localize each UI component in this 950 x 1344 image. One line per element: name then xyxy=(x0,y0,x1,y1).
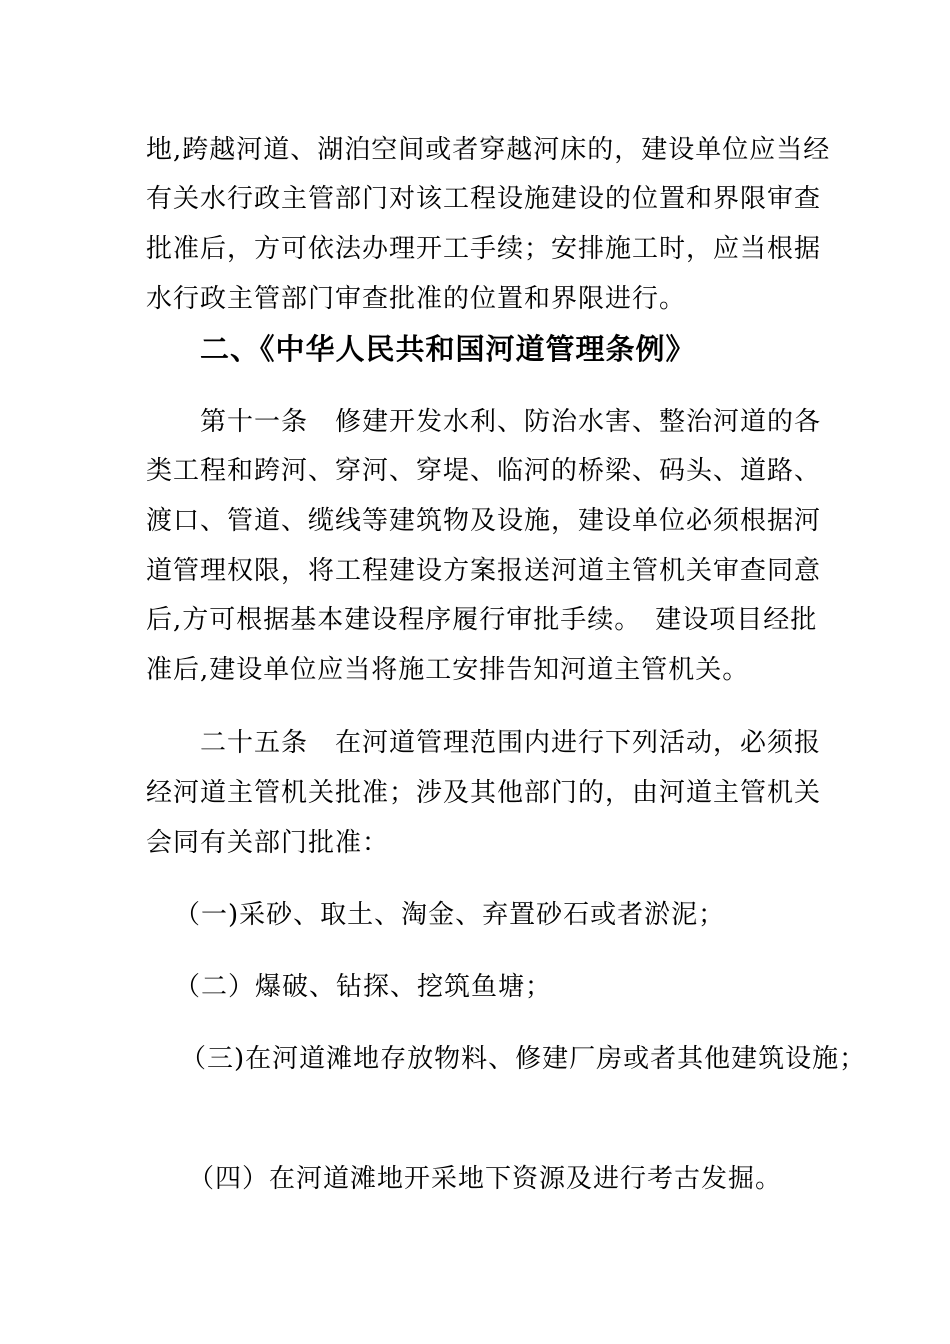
article-25-line: 二十五条 在河道管理范围内进行下列活动，必须报 xyxy=(200,728,822,758)
list-item: （三)在河道滩地存放物料、修建厂房或者其他建筑设施； xyxy=(180,1044,867,1074)
paragraph-line: 有关水行政主管部门对该工程设施建设的位置和界限审查 xyxy=(146,184,822,214)
list-item: （四）在河道滩地开采地下资源及进行考古发掘。 xyxy=(188,1164,783,1194)
list-item: （一)采砂、取土、淘金、弃置砂石或者淤泥； xyxy=(174,900,726,930)
paragraph-line: 批准后，方可依法办理开工手续；安排施工时，应当根据 xyxy=(146,234,822,264)
list-item: （二）爆破、钻探、挖筑鱼塘； xyxy=(174,972,553,1002)
article-11-line: 渡口、管道、缆线等建筑物及设施，建设单位必须根据河 xyxy=(146,506,822,536)
article-11-line: 准后,建设单位应当将施工安排告知河道主管机关。 xyxy=(146,655,750,685)
section-heading: 二、《中华人民共和国河道管理条例》 xyxy=(200,332,696,366)
paragraph-line: 水行政主管部门审查批准的位置和界限进行。 xyxy=(146,284,687,314)
paragraph-line: 地,跨越河道、湖泊空间或者穿越河床的，建设单位应当经 xyxy=(146,135,831,165)
article-11-line: 后,方可根据基本建设程序履行审批手续。 建设项目经批 xyxy=(146,605,818,635)
article-25-line: 会同有关部门批准： xyxy=(146,828,390,858)
article-11-line: 类工程和跨河、穿河、穿堤、临河的桥梁、码头、道路、 xyxy=(146,456,822,486)
article-25-line: 经河道主管机关批准；涉及其他部门的，由河道主管机关 xyxy=(146,778,822,808)
article-11-line: 第十一条 修建开发水利、防治水害、整治河道的各 xyxy=(200,407,822,437)
article-11-line: 道管理权限，将工程建设方案报送河道主管机关审查同意 xyxy=(146,556,822,586)
